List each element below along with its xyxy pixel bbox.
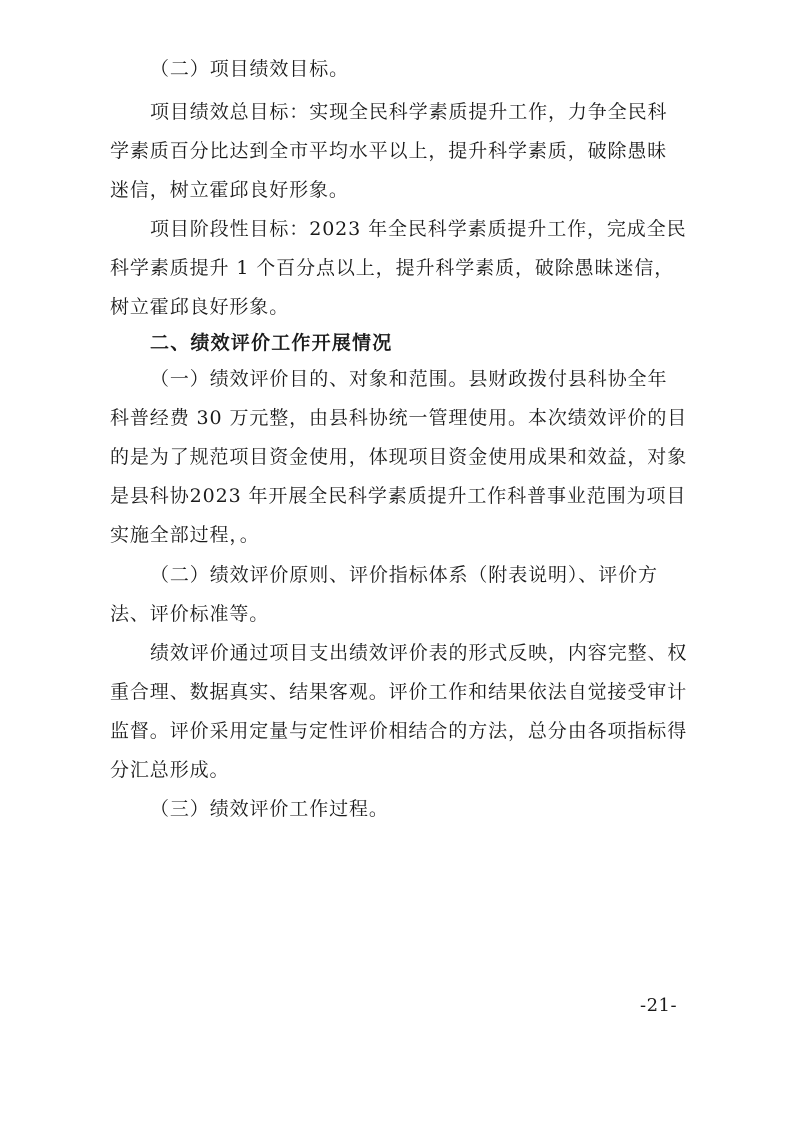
paragraph-line: 树立霍邱良好形象。 [110,296,290,318]
paragraph-line: 是县科协2023 年开展全民科学素质提升工作科普事业范围为项目 [110,485,687,507]
paragraph-line: （一）绩效评价目的、对象和范围。县财政拨付县科协全年 [150,368,668,390]
paragraph-line: 的是为了规范项目资金使用，体现项目资金使用成果和效益，对象 [110,446,688,468]
subheading-evaluation-principles: （二）绩效评价原则、评价指标体系（附表说明）、评价方 [150,564,658,586]
paragraph-line: 法、评价标准等。 [110,603,270,625]
subheading-evaluation-process: （三）绩效评价工作过程。 [150,798,389,820]
paragraph-line: 监督。评价采用定量与定性评价相结合的方法，总分由各项指标得 [110,720,688,742]
paragraph-line: 科普经费 30 万元整，由县科协统一管理使用。本次绩效评价的目 [110,407,688,429]
paragraph-line: 分汇总形成。 [110,759,230,781]
paragraph-line: 科学素质提升 1 个百分点以上，提升科学素质，破除愚昧迷信， [110,257,675,279]
section-heading: 二、绩效评价工作开展情况 [150,332,393,354]
paragraph-line: 绩效评价通过项目支出绩效评价表的形式反映，内容完整、权 [150,642,688,664]
page-number: -21- [640,995,678,1016]
paragraph-line: 项目绩效总目标：实现全民科学素质提升工作，力争全民科 [150,101,668,123]
subheading-project-goals: （二）项目绩效目标。 [150,58,350,80]
paragraph-line: 重合理、数据真实、结果客观。评价工作和结果依法自觉接受审计 [110,681,688,703]
paragraph-line: 迷信，树立霍邱良好形象。 [110,179,349,201]
paragraph-line: 实施全部过程，。 [110,524,260,546]
paragraph-line: 学素质百分比达到全市平均水平以上，提升科学素质，破除愚昧 [110,140,668,162]
paragraph-line: 项目阶段性目标：2023 年全民科学素质提升工作，完成全民 [150,218,687,240]
